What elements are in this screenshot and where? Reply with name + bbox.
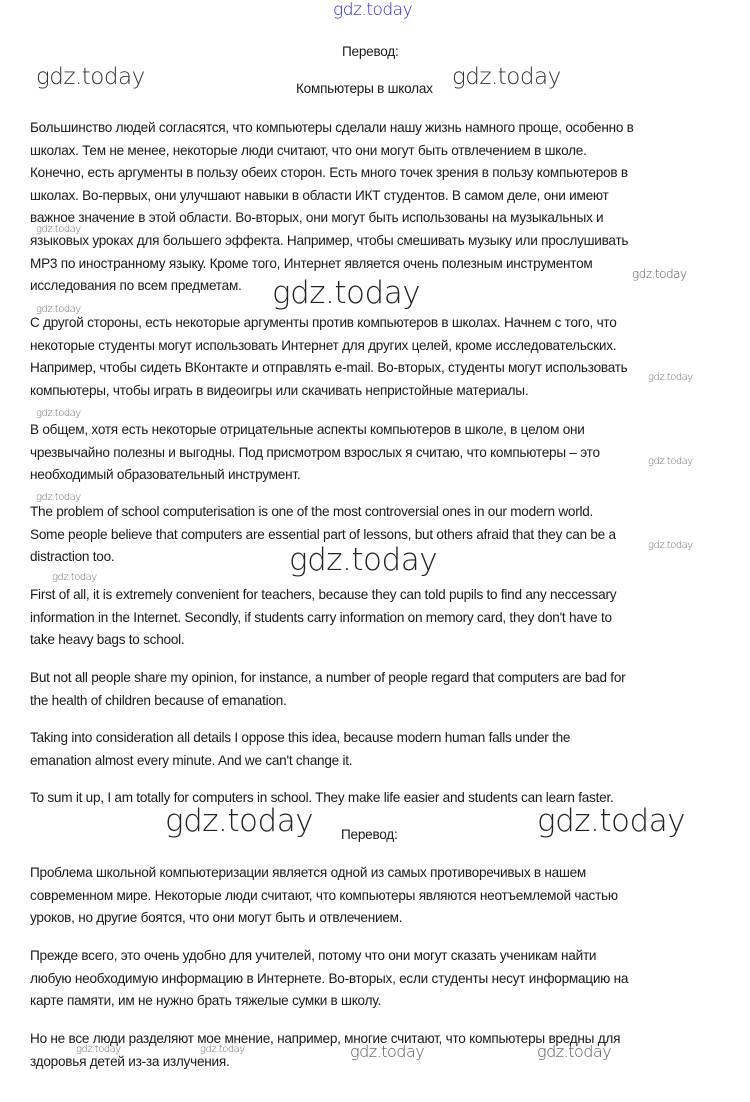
page-title: Компьютеры в школах (296, 81, 433, 96)
watermark: gdz.today (76, 1044, 121, 1055)
text-line: Большинство людей согласятся, что компьютеры сделали нашу жизнь намного проще, особенно в (30, 120, 634, 135)
text-line: школах. Тем не менее, некоторые люди считают, что они могут быть отвлечением в школе. (30, 142, 587, 158)
watermark: gdz.today (52, 572, 97, 583)
text-line: чрезвычайно полезны и выгодны. Под присмотром взрослых я считаю, что компьютеры – это (30, 444, 600, 460)
text-line: С другой стороны, есть некоторые аргументы против компьютеров в школах. Начнем с того, что (30, 315, 617, 330)
watermark: gdz.today (200, 1044, 245, 1055)
text-line: To sum it up, I am totally for computers in school. They make life easier and students can learn faster. (30, 790, 614, 805)
watermark: gdz.today (648, 540, 693, 551)
text-line: необходимый образовательный инструмент. (30, 467, 301, 483)
text-line: Прежде всего, это очень удобно для учителей, потому что они могут сказать ученикам найти (30, 948, 597, 963)
text-line: Например, чтобы сидеть ВКонтакте и отправлять e-mail. Во-вторых, студенты могут использовать (30, 360, 628, 376)
text-line: языковых уроках для большего эффекта. Например, чтобы смешивать музыку или прослушивать (30, 232, 629, 248)
watermark: gdz.today (289, 542, 438, 578)
paragraph (30, 584, 616, 652)
watermark: gdz.today (36, 64, 145, 90)
paragraph (30, 787, 614, 810)
watermark: gdz.today (648, 456, 693, 467)
text-line: Конечно, есть аргументы в пользу обеих сторон. Есть много точек зрения в пользу компьютеров в (30, 165, 628, 181)
text-line: компьютеры, чтобы играть в видеоигры или скачивать непристойные материалы. (30, 382, 529, 398)
paragraph (30, 501, 616, 569)
watermark: gdz.today (36, 224, 81, 235)
paragraph (30, 862, 618, 930)
paragraph (30, 419, 600, 487)
text-line: Проблема школьной компьютеризации является одной из самых противоречивых в нашем (30, 865, 587, 880)
watermark: gdz.today (165, 803, 314, 839)
text-line: некоторые студенты могут использовать Интернет для других целей, кроме исследовательских. (30, 337, 617, 353)
watermark: gdz.today (648, 372, 693, 383)
text-line: В общем, хотя есть некоторые отрицательные аспекты компьютеров в школе, в целом они (30, 422, 585, 437)
text-line: современном мире. Некоторые люди считают, что компьютеры являются неотъемлемой частью (30, 887, 618, 903)
text-line: information in the Internet. Secondly, if students carry information on memory card, they don't have to (30, 609, 612, 625)
watermark: gdz.today (452, 64, 561, 90)
watermark: gdz.today (36, 492, 81, 503)
watermark: gdz.today (272, 275, 421, 311)
text-line: Some people believe that computers are essential part of lessons, but others afraid that they can be a (30, 526, 616, 542)
paragraph (30, 312, 628, 402)
text-line: distraction too. (30, 549, 115, 565)
text-line: МР3 по иностранному языку. Кроме того, Интернет является очень полезным инструментом (30, 255, 593, 271)
text-line: здоровья детей из-за излучения. (30, 1053, 230, 1069)
paragraph (30, 727, 570, 772)
text-line: исследования по всем предметам. (30, 278, 242, 294)
text-line: But not all people share my opinion, for instance, a number of people regard that computers are bad for (30, 670, 626, 685)
text-line: уроков, но другие боятся, что они могут быть и отвлечением. (30, 910, 403, 926)
heading-translation: Перевод: (342, 44, 399, 59)
watermark: gdz.today (632, 267, 687, 281)
text-line: The problem of school computerisation is one of the most controversial ones in our modern world. (30, 504, 594, 519)
paragraph (30, 945, 628, 1013)
text-line: Taking into consideration all details I oppose this idea, because modern human falls under the (30, 730, 571, 745)
text-line: emanation almost every minute. And we can't change it. (30, 752, 353, 768)
watermark-logo: gdz.today (333, 0, 413, 20)
text-line: любую необходимую информацию в Интернете. Во-вторых, если студенты несут информацию на (30, 970, 629, 986)
text-line: Но не все люди разделяют мое мнение, например, многие считают, что компьютеры вредны для (30, 1031, 621, 1046)
text-line: важное значение в этой области. Во-вторых, они могут быть использованы на музыкальных и (30, 210, 604, 226)
text-line: the health of children because of emanation. (30, 692, 287, 708)
text-line: take heavy bags to school. (30, 632, 185, 648)
heading-translation-2: Перевод: (341, 827, 398, 842)
watermark: gdz.today (537, 803, 686, 839)
watermark: gdz.today (350, 1042, 425, 1061)
paragraph (30, 667, 625, 712)
watermark: gdz.today (36, 408, 81, 419)
watermark: gdz.today (537, 1042, 612, 1061)
paragraph (30, 1028, 620, 1073)
watermark: gdz.today (36, 304, 81, 315)
text-line: карте памяти, им не нужно брать тяжелые сумки в школу. (30, 993, 381, 1009)
paragraph (30, 117, 634, 298)
text-line: школах. Во-первых, они улучшают навыки в области ИКТ студентов. В самом деле, они имеют (30, 187, 609, 203)
text-line: First of all, it is extremely convenient for teachers, because they can told pupils to find any neccessary (30, 587, 617, 602)
